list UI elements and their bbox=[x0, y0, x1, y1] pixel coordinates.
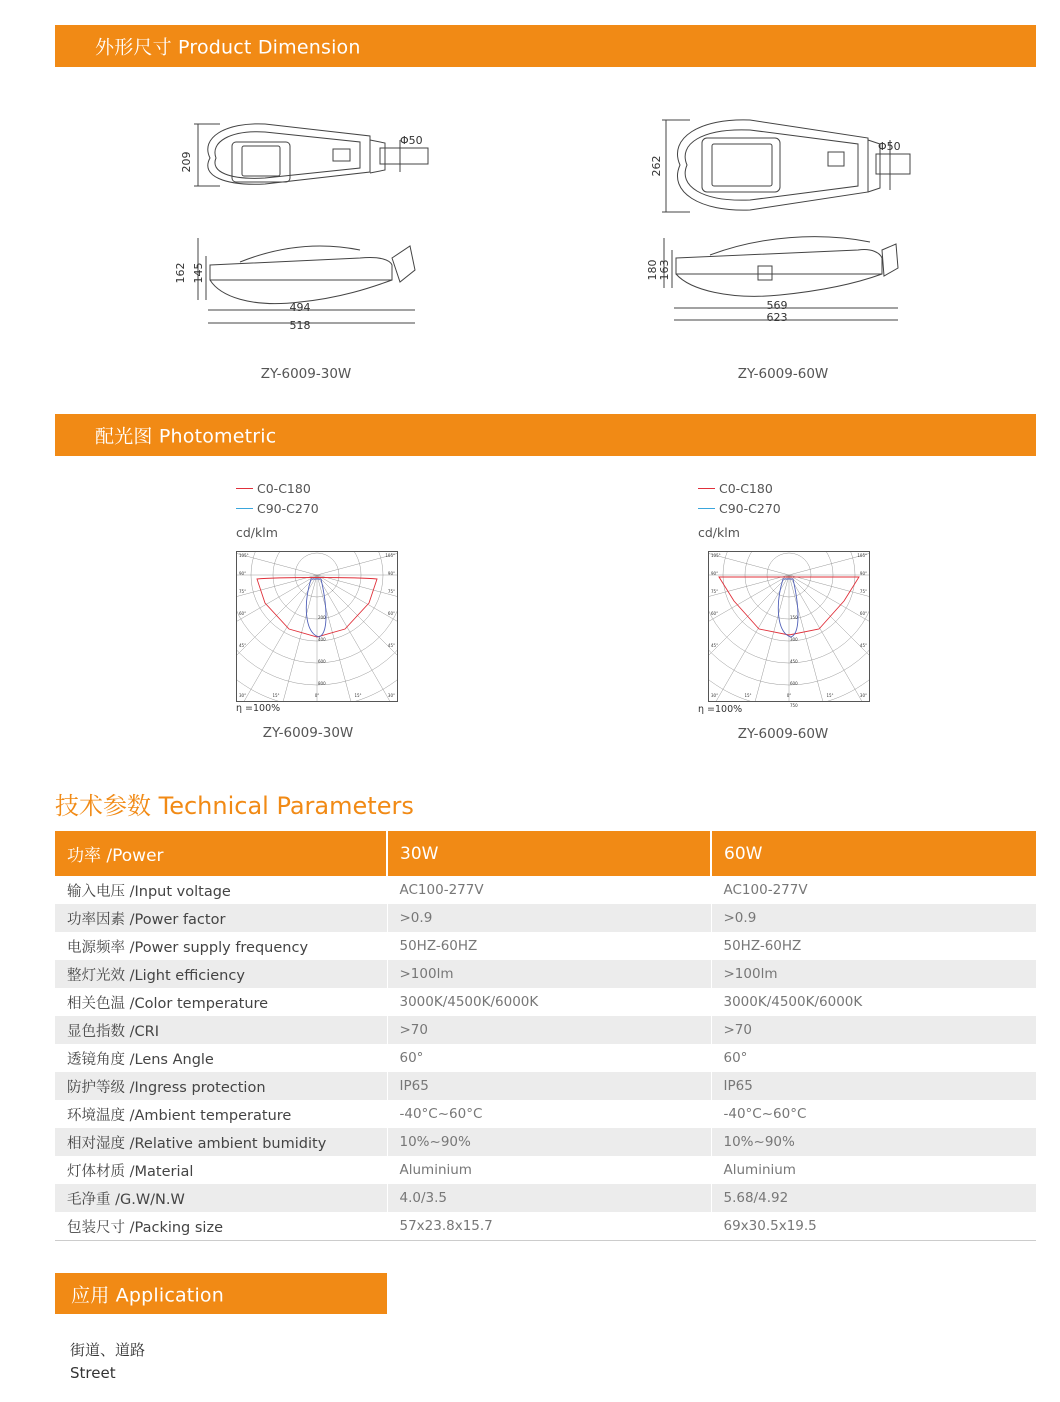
table-cell: Aluminium bbox=[711, 1156, 1036, 1184]
angle-label: 105° bbox=[711, 553, 721, 558]
table-cell: IP65 bbox=[711, 1072, 1036, 1100]
table-cell: 57x23.8x15.7 bbox=[387, 1212, 711, 1241]
angle-label: 30° bbox=[387, 693, 395, 698]
dim-length-inner: 494 bbox=[289, 301, 311, 314]
table-cell: 60° bbox=[387, 1044, 711, 1072]
section-header-photometric bbox=[55, 414, 1036, 456]
dim-length-inner: 569 bbox=[766, 299, 788, 312]
legend-item-c0: C0-C180 bbox=[236, 478, 319, 498]
ring-label: 400 bbox=[318, 637, 326, 642]
ring-label: 450 bbox=[790, 659, 798, 664]
legend-item-c90: C90-C270 bbox=[698, 498, 781, 518]
table-row bbox=[55, 988, 1036, 1016]
dim-length-outer: 623 bbox=[766, 311, 788, 324]
angle-label: 15° bbox=[826, 693, 834, 698]
angle-label: 15° bbox=[744, 693, 752, 698]
table-row bbox=[55, 1184, 1036, 1212]
table-cell: -40°C~60°C bbox=[711, 1100, 1036, 1128]
photometric-efficiency-60w: η =100% bbox=[698, 704, 743, 715]
angle-label: 60° bbox=[711, 611, 719, 616]
table-cell: 50HZ-60HZ bbox=[387, 932, 711, 960]
dimension-caption-30w: ZY-6009-30W bbox=[260, 366, 352, 382]
table-cell: 环境温度 /Ambient temperature bbox=[67, 1107, 292, 1124]
photometric-caption-30w: ZY-6009-30W bbox=[262, 725, 354, 741]
angle-label: 30° bbox=[859, 693, 867, 698]
angle-label: 45° bbox=[859, 643, 867, 648]
technical-parameters-table bbox=[55, 831, 1036, 1241]
legend-swatch-c0 bbox=[236, 488, 253, 489]
table-row bbox=[55, 1128, 1036, 1156]
application-text-cn: 街道、道路 bbox=[70, 1341, 146, 1359]
table-cell: >70 bbox=[387, 1016, 711, 1044]
section-header-dimension bbox=[55, 25, 1036, 67]
dimension-drawing-30w bbox=[170, 110, 460, 340]
photometric-legend-30w bbox=[236, 478, 319, 518]
dim-length-outer: 518 bbox=[289, 319, 311, 332]
table-row bbox=[55, 1016, 1036, 1044]
table-cell: 4.0/3.5 bbox=[387, 1184, 711, 1212]
angle-label: 90° bbox=[859, 571, 867, 576]
table-cell: 50HZ-60HZ bbox=[711, 932, 1036, 960]
section-title-technical: 技术参数 Technical Parameters bbox=[55, 792, 414, 820]
dimension-drawing-60w bbox=[640, 110, 930, 340]
angle-label: 90° bbox=[239, 571, 247, 576]
application-text-en: Street bbox=[70, 1364, 116, 1382]
photometric-efficiency-30w: η =100% bbox=[236, 703, 281, 714]
angle-label: 15° bbox=[272, 693, 280, 698]
table-row bbox=[55, 1212, 1036, 1241]
angle-label: 105° bbox=[385, 553, 395, 558]
table-cell: >100lm bbox=[711, 960, 1036, 988]
table-header-cell: 功率 /Power bbox=[55, 831, 387, 876]
lamp-side-outline bbox=[676, 250, 882, 274]
table-cell: 10%~90% bbox=[711, 1128, 1036, 1156]
table-cell: >0.9 bbox=[711, 904, 1036, 932]
angle-label: 75° bbox=[387, 589, 395, 594]
table-cell: 电源频率 /Power supply frequency bbox=[67, 939, 309, 956]
table-cell: IP65 bbox=[387, 1072, 711, 1100]
table-cell: >0.9 bbox=[387, 904, 711, 932]
table-cell: 5.68/4.92 bbox=[711, 1184, 1036, 1212]
table-row bbox=[55, 1072, 1036, 1100]
table-header-cell: 30W bbox=[387, 831, 711, 876]
legend-item-c0: C0-C180 bbox=[698, 478, 781, 498]
table-cell: 60° bbox=[711, 1044, 1036, 1072]
section-header-application bbox=[55, 1273, 387, 1314]
table-cell: 功率因素 /Power factor bbox=[55, 904, 387, 932]
table-cell: 相对湿度 /Relative ambient bumidity bbox=[55, 1128, 387, 1156]
table-row bbox=[55, 1044, 1036, 1072]
photometric-unit-60w: cd/klm bbox=[698, 525, 740, 540]
angle-label: 105° bbox=[857, 553, 867, 558]
ring-label: 200 bbox=[318, 615, 326, 620]
table-cell: 69x30.5x19.5 bbox=[711, 1212, 1036, 1241]
photometric-caption-60w: ZY-6009-60W bbox=[737, 726, 829, 742]
table-row bbox=[55, 876, 1036, 904]
angle-label: 30° bbox=[239, 693, 247, 698]
angle-label: 15° bbox=[354, 693, 362, 698]
legend-item-c90: C90-C270 bbox=[236, 498, 319, 518]
table-cell: >100lm bbox=[387, 960, 711, 988]
angle-label: 75° bbox=[859, 589, 867, 594]
table-row bbox=[55, 904, 1036, 932]
angle-label: 90° bbox=[387, 571, 395, 576]
table-header-row bbox=[55, 831, 1036, 876]
ring-label: 150 bbox=[790, 615, 798, 620]
angle-label: 45° bbox=[711, 643, 719, 648]
table-row bbox=[55, 960, 1036, 988]
table-header-cell: 60W bbox=[711, 831, 1036, 876]
dim-pole-diameter: Φ50 bbox=[400, 134, 423, 147]
ring-label: 750 bbox=[790, 703, 798, 708]
table-row bbox=[55, 1100, 1036, 1128]
section-title-dimension: 外形尺寸 Product Dimension bbox=[95, 36, 361, 59]
photometric-legend-60w bbox=[698, 478, 781, 518]
legend-swatch-c90 bbox=[236, 508, 253, 509]
table-cell: 毛净重 /G.W/N.W bbox=[55, 1184, 387, 1212]
table-cell: 包装尺寸 /Packing size bbox=[55, 1212, 387, 1241]
ring-label: 600 bbox=[790, 681, 798, 686]
dim-side-height-outer: 162 bbox=[174, 262, 187, 284]
angle-label: 60° bbox=[859, 611, 867, 616]
polar-diagram-60w bbox=[708, 551, 870, 708]
dim-top-height: 262 bbox=[650, 155, 663, 177]
polar-diagram-30w bbox=[236, 551, 398, 702]
table-cell: 透镜角度 /Lens Angle bbox=[67, 1051, 214, 1068]
table-cell: 相关色温 /Color temperature bbox=[67, 995, 269, 1012]
angle-label: 0° bbox=[786, 693, 792, 698]
legend-swatch-c90 bbox=[698, 508, 715, 509]
table-cell: 灯体材质 /Material bbox=[67, 1163, 194, 1180]
angle-label: 75° bbox=[239, 589, 247, 594]
angle-label: 60° bbox=[387, 611, 395, 616]
angle-label: 90° bbox=[711, 571, 719, 576]
legend-swatch-c0 bbox=[698, 488, 715, 489]
table-cell: 显色指数 /CRI bbox=[55, 1016, 387, 1044]
dim-side-height-outer: 180 bbox=[646, 259, 659, 281]
dim-side-height-inner: 145 bbox=[192, 262, 205, 284]
dimension-caption-60w: ZY-6009-60W bbox=[737, 366, 829, 382]
ring-label: 300 bbox=[790, 637, 798, 642]
table-cell: 3000K/4500K/6000K bbox=[387, 988, 711, 1016]
angle-label: 75° bbox=[711, 589, 719, 594]
dim-top-height: 209 bbox=[180, 151, 193, 173]
angle-label: 105° bbox=[239, 553, 249, 558]
table-cell: 整灯光效 /Light efficiency bbox=[55, 960, 387, 988]
table-row bbox=[55, 1156, 1036, 1184]
ring-label: 800 bbox=[318, 681, 326, 686]
angle-label: 0° bbox=[314, 693, 320, 698]
table-cell: 防护等级 /Ingress protection bbox=[55, 1072, 387, 1100]
section-title-photometric: 配光图 Photometric bbox=[95, 425, 277, 448]
table-cell: 10%~90% bbox=[387, 1128, 711, 1156]
table-cell: Aluminium bbox=[387, 1156, 711, 1184]
table-cell: -40°C~60°C bbox=[387, 1100, 711, 1128]
angle-label: 60° bbox=[239, 611, 247, 616]
table-cell: >70 bbox=[711, 1016, 1036, 1044]
dim-pole-diameter: Φ50 bbox=[878, 140, 901, 153]
table-cell: 输入电压 /Input voltage bbox=[67, 883, 231, 900]
ring-label: 600 bbox=[318, 659, 326, 664]
table-cell: 3000K/4500K/6000K bbox=[711, 988, 1036, 1016]
lamp-side-outline bbox=[210, 257, 392, 280]
dim-side-height-inner: 163 bbox=[658, 259, 671, 281]
table-cell: AC100-277V bbox=[711, 876, 1036, 904]
section-title-application: 应用 Application bbox=[71, 1284, 225, 1306]
angle-label: 30° bbox=[711, 693, 719, 698]
photometric-unit-30w: cd/klm bbox=[236, 525, 278, 540]
angle-label: 45° bbox=[387, 643, 395, 648]
table-cell: AC100-277V bbox=[387, 876, 711, 904]
angle-label: 45° bbox=[239, 643, 247, 648]
table-row bbox=[55, 932, 1036, 960]
